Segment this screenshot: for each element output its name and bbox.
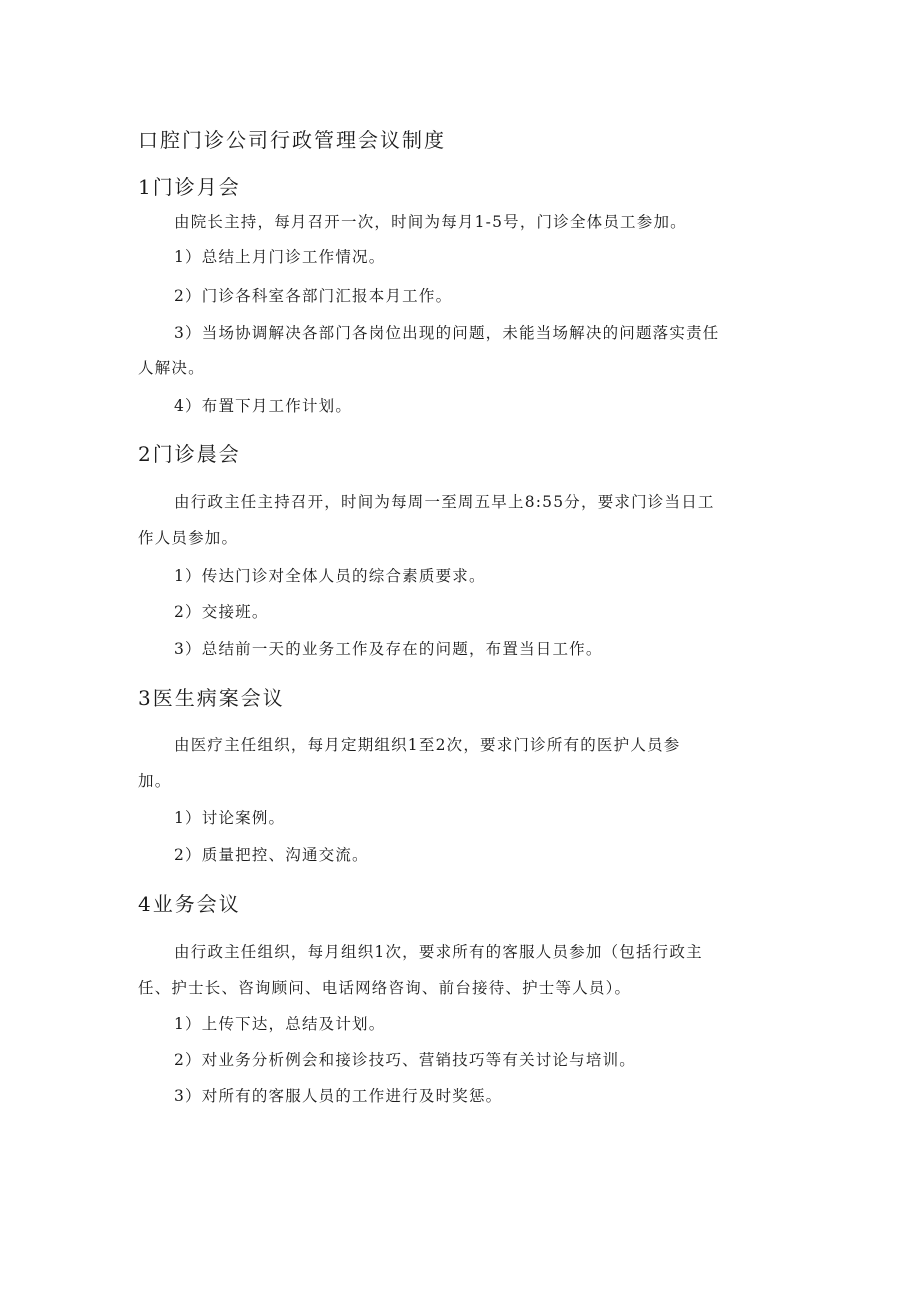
- list-item: 1）总结上月门诊工作情况。: [174, 248, 386, 266]
- section-heading-monthly-meeting: 1门诊月会: [138, 175, 241, 199]
- list-item: 2）质量把控、沟通交流。: [174, 846, 369, 864]
- paragraph-continuation: 作人员参加。: [138, 529, 239, 547]
- section-heading-business-meeting: 4业务会议: [138, 892, 241, 916]
- paragraph-continuation: 任、护士长、咨询顾问、电话网络咨询、前台接待、护士等人员）。: [138, 979, 632, 997]
- paragraph-continuation: 加。: [138, 772, 172, 790]
- list-item: 2）对业务分析例会和接诊技巧、营销技巧等有关讨论与培训。: [174, 1051, 636, 1069]
- list-item: 1）传达门诊对全体人员的综合素质要求。: [174, 567, 486, 585]
- list-item: 1）讨论案例。: [174, 809, 286, 827]
- document-title: 口腔门诊公司行政管理会议制度: [138, 128, 446, 152]
- paragraph: 由医疗主任组织，每月定期组织1至2次，要求门诊所有的医护人员参: [174, 736, 681, 754]
- section-heading-morning-meeting: 2门诊晨会: [138, 442, 241, 466]
- list-item-continuation: 人解决。: [138, 359, 205, 377]
- paragraph: 由行政主任主持召开，时间为每周一至周五早上8:55分，要求门诊当日工: [174, 493, 715, 511]
- list-item: 3）总结前一天的业务工作及存在的问题，布置当日工作。: [174, 640, 603, 658]
- list-item: 3）当场协调解决各部门各岗位出现的问题，未能当场解决的问题落实责任: [174, 324, 720, 342]
- list-item: 4）布置下月工作计划。: [174, 397, 353, 415]
- list-item: 1）上传下达，总结及计划。: [174, 1015, 386, 1033]
- list-item: 2）交接班。: [174, 603, 269, 621]
- section-heading-case-meeting: 3医生病案会议: [138, 686, 285, 710]
- paragraph: 由院长主持，每月召开一次，时间为每月1-5号，门诊全体员工参加。: [174, 213, 687, 231]
- list-item: 3）对所有的客服人员的工作进行及时奖惩。: [174, 1087, 503, 1105]
- paragraph: 由行政主任组织，每月组织1次，要求所有的客服人员参加（包括行政主: [174, 943, 703, 961]
- list-item: 2）门诊各科室各部门汇报本月工作。: [174, 287, 453, 305]
